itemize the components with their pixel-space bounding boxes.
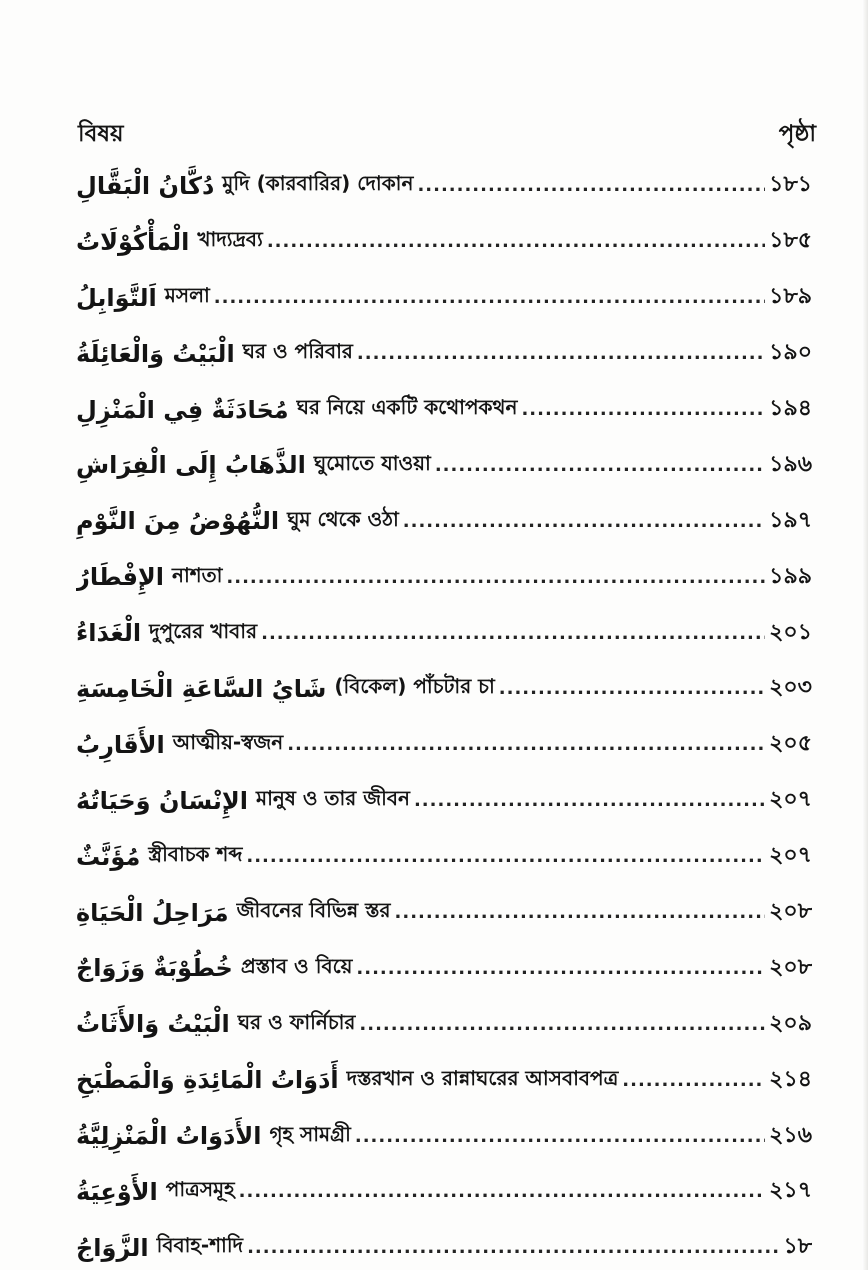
toc-entry bbox=[76, 326, 812, 382]
page-number: ১৯৪ bbox=[769, 396, 812, 421]
toc-entry bbox=[76, 940, 812, 996]
table-of-contents bbox=[76, 158, 812, 1276]
page-number: ২০৭ bbox=[769, 843, 812, 869]
page-number: ২০৮ bbox=[769, 899, 812, 925]
bengali-title: ঘর নিয়ে একটি কথোপকথন bbox=[296, 395, 518, 419]
dot-leader bbox=[435, 455, 765, 476]
page-number: ২০১ bbox=[769, 619, 812, 645]
dot-leader bbox=[417, 175, 765, 196]
arabic-title: الأَدَوَاتُ الْمَنْزِلِيَّةُ bbox=[76, 1122, 262, 1151]
bengali-title: ঘুম থেকে ওঠা bbox=[287, 506, 399, 531]
toc-entry bbox=[76, 829, 812, 885]
page-number: ২০৮ bbox=[769, 954, 812, 980]
toc-entry bbox=[76, 605, 812, 661]
toc-entry bbox=[76, 214, 812, 270]
arabic-title: الْمَأْكُوْلَاتُ bbox=[76, 227, 190, 256]
arabic-title: دُكَّانُ الْبَقَّالِ bbox=[76, 171, 215, 200]
arabic-title: خُطُوْبَةٌ وَزَوَاجٌ bbox=[76, 954, 233, 983]
dot-leader bbox=[239, 1181, 765, 1202]
page-number: ২১৬ bbox=[769, 1122, 812, 1148]
arabic-title: الإِفْطَارُ bbox=[76, 563, 165, 592]
page-number: ১৯৭ bbox=[769, 507, 812, 533]
arabic-title: الْبَيْتُ وَالأَثَاثُ bbox=[76, 1010, 230, 1039]
bengali-title: নাশতা bbox=[172, 562, 223, 587]
bengali-title: ঘর ও ফার্নিচার bbox=[237, 1009, 356, 1034]
arabic-title: مَرَاحِلُ الْحَيَاةِ bbox=[76, 898, 229, 927]
dot-leader bbox=[357, 343, 765, 364]
bengali-title: দুপুরের খাবার bbox=[149, 618, 258, 643]
bengali-title: জীবনের বিভিন্ন স্তর bbox=[236, 898, 391, 923]
page-number: ২১৪ bbox=[769, 1066, 812, 1092]
toc-entry bbox=[76, 885, 812, 941]
page-column-label: পৃষ্ঠা bbox=[778, 120, 816, 147]
toc-entry bbox=[76, 996, 812, 1052]
arabic-title: الذَّهَابُ إِلَى الْفِرَاشِ bbox=[76, 451, 306, 480]
page-number: ১৮১ bbox=[769, 172, 812, 198]
toc-entry bbox=[76, 1164, 812, 1220]
toc-entry bbox=[76, 437, 812, 493]
subject-column-label: বিষয় bbox=[78, 120, 124, 147]
dot-leader bbox=[261, 623, 765, 644]
page-number: ২০৫ bbox=[769, 731, 812, 757]
dot-leader bbox=[356, 958, 765, 979]
toc-header bbox=[78, 116, 816, 152]
dot-leader bbox=[247, 1237, 779, 1258]
arabic-title: مُحَادَثَةٌ فِي الْمَنْزِلِ bbox=[76, 395, 289, 424]
bengali-title: আত্মীয়-স্বজন bbox=[172, 730, 284, 755]
page-number: ১৯৬ bbox=[769, 451, 812, 477]
bengali-title: মুদি (কারবারির) দোকান bbox=[222, 171, 414, 196]
bengali-title: খাদ্যদ্রব্য bbox=[197, 227, 263, 252]
dot-leader bbox=[226, 567, 765, 588]
bengali-title: ঘর ও পরিবার bbox=[242, 339, 353, 364]
page-number: ১৯৯ bbox=[769, 563, 812, 589]
page-number: ১৮৯ bbox=[769, 284, 812, 310]
bengali-title: স্ত্রীবাচক শব্দ bbox=[148, 842, 243, 867]
page-edge-shadow bbox=[862, 0, 868, 1270]
toc-entry bbox=[76, 493, 812, 549]
toc-entry bbox=[76, 158, 812, 214]
bengali-title: বিবাহ-শাদি bbox=[156, 1233, 244, 1258]
dot-leader bbox=[622, 1070, 765, 1091]
dot-leader bbox=[414, 790, 765, 811]
arabic-title: أَدَوَاتُ الْمَائِدَةِ وَالْمَطْبَخِ bbox=[76, 1066, 339, 1095]
bengali-title: গৃহ সামগ্রী bbox=[269, 1121, 351, 1146]
page-number: ১৯০ bbox=[769, 340, 812, 366]
page-number: ২১৭ bbox=[769, 1178, 812, 1204]
arabic-title: الْبَيْتُ وَالْعَائِلَةُ bbox=[76, 339, 235, 368]
page-number: ১৮ bbox=[783, 1234, 812, 1260]
bengali-title: মসলা bbox=[164, 283, 210, 308]
arabic-title: مُؤَنَّثٌ bbox=[76, 842, 141, 871]
dot-leader bbox=[246, 846, 765, 867]
arabic-title: الزَّوَاجُ bbox=[76, 1233, 149, 1262]
toc-entry bbox=[76, 1108, 812, 1164]
arabic-title: النُّهُوْضُ مِنَ النَّوْمِ bbox=[76, 507, 280, 536]
arabic-title: الأَقَارِبُ bbox=[76, 730, 165, 759]
dot-leader bbox=[267, 231, 765, 252]
page-number: ২০৩ bbox=[769, 675, 812, 701]
page-number: ১৮৫ bbox=[769, 228, 812, 254]
bengali-title: প্রস্তাব ও বিয়ে bbox=[240, 953, 353, 978]
dot-leader bbox=[395, 902, 766, 923]
arabic-title: الإِنْسَانُ وَحَيَاتُهُ bbox=[76, 786, 248, 815]
toc-entry bbox=[76, 549, 812, 605]
page-number: ২০৯ bbox=[769, 1010, 812, 1036]
page-number: ২০৭ bbox=[769, 787, 812, 813]
arabic-title: اَلتَّوَابِلُ bbox=[76, 283, 157, 312]
arabic-title: الْغَدَاءُ bbox=[76, 619, 142, 648]
arabic-title: شَايُ السَّاعَةِ الْخَامِسَةِ bbox=[76, 674, 327, 703]
toc-entry bbox=[76, 773, 812, 829]
bengali-title: (বিকেল) পাঁচটার চা bbox=[334, 674, 495, 699]
dot-leader bbox=[403, 511, 765, 532]
toc-entry bbox=[76, 270, 812, 326]
toc-entry bbox=[76, 661, 812, 717]
arabic-title: الأَوْعِيَةُ bbox=[76, 1177, 158, 1206]
dot-leader bbox=[521, 399, 765, 420]
dot-leader bbox=[359, 1014, 765, 1035]
toc-entry bbox=[76, 1052, 812, 1108]
dot-leader bbox=[214, 287, 765, 308]
bengali-title: মানুষ ও তার জীবন bbox=[255, 786, 410, 811]
dot-leader bbox=[499, 678, 765, 699]
bengali-title: দস্তরখান ও রান্নাঘরের আসবাবপত্র bbox=[346, 1065, 619, 1090]
bengali-title: পাত্রসমূহ bbox=[165, 1177, 235, 1202]
dot-leader bbox=[287, 734, 765, 755]
toc-entry bbox=[76, 382, 812, 438]
toc-entry bbox=[76, 717, 812, 773]
bengali-title: ঘুমোতে যাওয়া bbox=[313, 450, 431, 475]
dot-leader bbox=[355, 1126, 765, 1147]
toc-entry bbox=[76, 1220, 812, 1276]
